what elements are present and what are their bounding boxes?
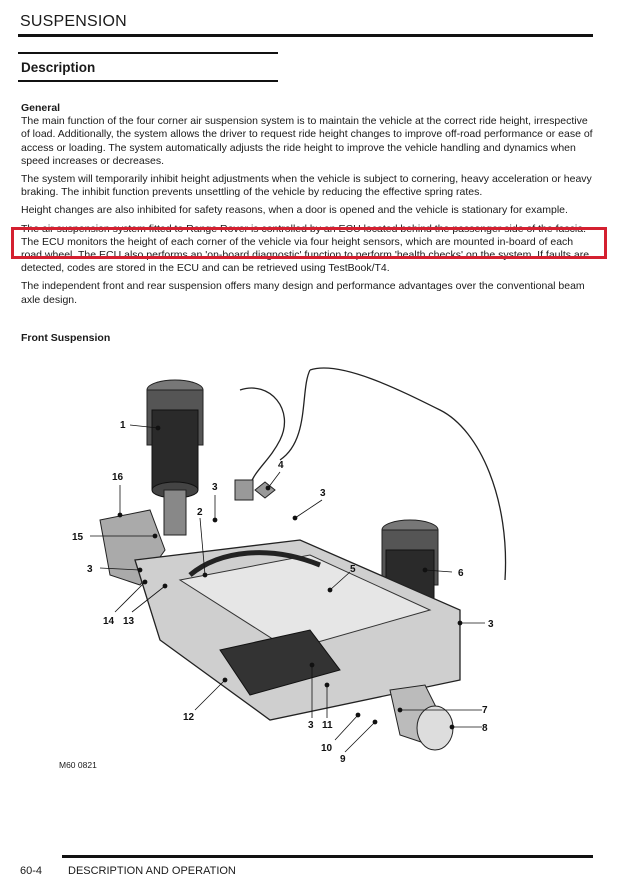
paragraph-independent: The independent front and rear suspension offers many design and performance advantages over the conventional beam axle design. (21, 280, 585, 306)
callout-4: 4 (278, 460, 284, 471)
front-suspension-heading: Front Suspension (21, 332, 111, 344)
callout-1: 1 (120, 420, 126, 431)
callout-3c: 3 (87, 564, 93, 575)
paragraph-ecu: The air suspension system fitted to Range Rover is controlled by an ECU located behind the passenger side of the fascia. The ECU monitors the height of each corner of the vehicle via four height sensors, which are mounted in-board of each road wheel. The ECU also performs an 'on-board diagnostic' function to perform 'health checks' on the system. If faults are detected, codes are stored in the ECU and can be retrieved using TestBook/T4. (21, 222, 590, 275)
callout-16: 16 (112, 472, 124, 483)
footer-title: DESCRIPTION AND OPERATION (68, 865, 236, 877)
page-header-title: SUSPENSION (20, 13, 127, 30)
paragraph-inhibit: The system will temporarily inhibit height adjustments when the vehicle is subject to cornering, heavy acceleration or heavy braking. The inhibit function prevents unsettling of the vehicle by reducing the effective spring rates. (21, 173, 592, 199)
callout-6: 6 (458, 568, 464, 579)
callout-5: 5 (350, 564, 356, 575)
callout-12: 12 (183, 712, 195, 723)
front-suspension-diagram (40, 350, 600, 780)
body-text (21, 102, 593, 312)
highlight-box (11, 227, 607, 259)
header-rule (18, 34, 593, 37)
paragraph-safety: Height changes are also inhibited for safety reasons, when a door is opened and the vehicle is stationary for example. (21, 204, 568, 217)
callout-3a: 3 (212, 482, 218, 493)
callout-13: 13 (123, 616, 135, 627)
section-rule-bottom (18, 80, 278, 82)
callout-3d: 3 (488, 619, 494, 630)
callout-7: 7 (482, 705, 488, 716)
general-heading: General (21, 102, 61, 114)
callout-14: 14 (103, 616, 115, 627)
callout-9: 9 (340, 754, 346, 765)
footer-rule (62, 855, 593, 858)
callout-3b: 3 (320, 488, 326, 499)
figure-code: M60 0821 (59, 760, 97, 770)
callout-10: 10 (321, 743, 333, 754)
callout-15: 15 (72, 532, 84, 543)
section-rule-top (18, 52, 278, 54)
page-number: 60-4 (20, 865, 43, 877)
callout-3e: 3 (308, 720, 314, 731)
callout-8: 8 (482, 723, 488, 734)
paragraph-function: The main function of the four corner air suspension system is to maintain the vehicle at the correct ride height, irrespective of load. Additionally, the system allows the driver to request ride height changes to improve off-road performance or ease of access or loading. The system automatically adjusts the ride height to improve the vehicle handling and dynamics when speed increases or decreases. (21, 115, 593, 167)
callout-11: 11 (322, 720, 333, 731)
callout-2: 2 (197, 507, 203, 518)
section-title: Description (21, 60, 96, 75)
